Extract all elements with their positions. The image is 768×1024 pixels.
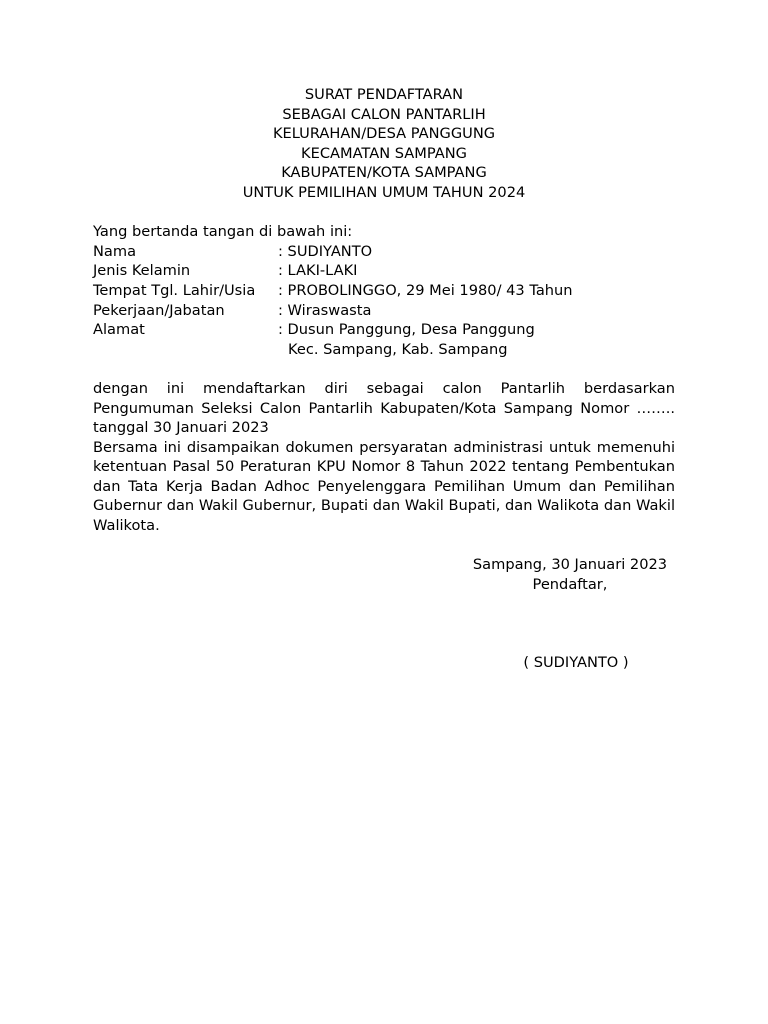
- field-label: Nama: [93, 242, 137, 260]
- signature-role: Pendaftar,: [532, 575, 608, 593]
- header-line-5: KABUPATEN/KOTA SAMPANG: [281, 164, 487, 182]
- field-row-pekerjaan: [93, 301, 675, 321]
- intro-text: Yang bertanda tangan di bawah ini:: [93, 223, 353, 241]
- field-label: Jenis Kelamin: [93, 262, 191, 280]
- field-row-jenis-kelamin: [93, 261, 675, 281]
- paragraph-documents: Bersama ini disampaikan dokumen persyaratan administrasi untuk memenuhi ketentuan Pasal 50 Peraturan KPU Nomor 8 Tahun 2022 tentang Pembentukan dan Tata Kerja Badan Adhoc Penyelenggara Pemilihan Umum dan Pemilihan Gubernur dan Wakil Gubernur, Bupati dan Wakil Bupati, dan Walikota dan Wakil Walikota.: [93, 438, 675, 535]
- header-line-3: KELURAHAN/DESA PANGGUNG: [272, 125, 496, 143]
- field-row-nama: [93, 242, 675, 262]
- header-line-6: UNTUK PEMILIHAN UMUM TAHUN 2024: [242, 183, 526, 201]
- field-row-tempat-tgl-lahir: [93, 281, 675, 301]
- field-row-alamat: [93, 320, 675, 340]
- header-line-4: KECAMATAN SAMPANG: [301, 144, 467, 162]
- field-value: : Dusun Panggung, Desa Panggung: [278, 321, 535, 339]
- field-label: Tempat Tgl. Lahir/Usia: [93, 281, 256, 299]
- signature-block: [93, 555, 675, 715]
- field-label: Alamat: [93, 321, 145, 339]
- letter-header: [93, 85, 675, 203]
- field-value: : SUDIYANTO: [278, 242, 373, 260]
- field-label: Pekerjaan/Jabatan: [93, 301, 225, 319]
- address-continuation: Kec. Sampang, Kab. Sampang: [288, 340, 508, 358]
- letter-body: [93, 85, 675, 715]
- field-value: : LAKI-LAKI: [278, 262, 358, 280]
- paragraph-registration: dengan ini mendaftarkan diri sebagai calon Pantarlih berdasarkan Pengumuman Seleksi Calon Pantarlih Kabupaten/Kota Sampang Nomor …….. tanggal 30 Januari 2023: [93, 379, 675, 437]
- header-line-2: SEBAGAI CALON PANTARLIH: [282, 105, 486, 123]
- signature-name: ( SUDIYANTO ): [523, 654, 629, 672]
- signature-place-date: Sampang, 30 Januari 2023: [472, 556, 668, 574]
- field-value: : Wiraswasta: [278, 301, 372, 319]
- field-value: : PROBOLINGGO, 29 Mei 1980/ 43 Tahun: [278, 281, 573, 299]
- header-line-1: SURAT PENDAFTARAN: [304, 86, 464, 103]
